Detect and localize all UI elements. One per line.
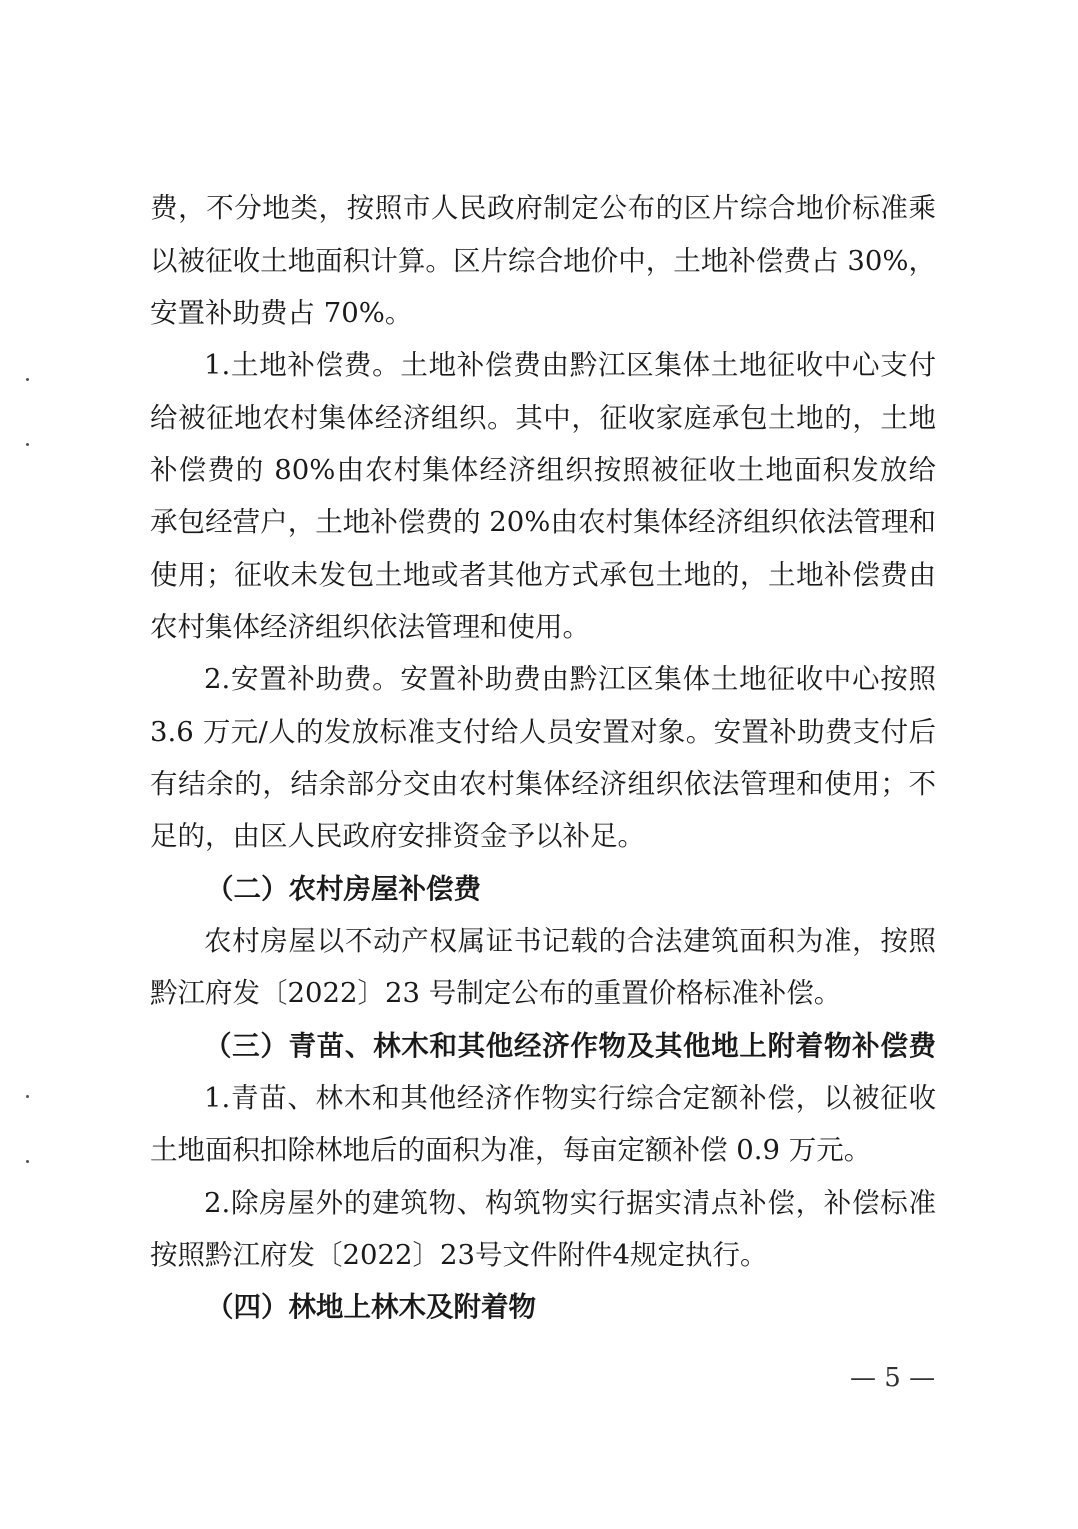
text-line-1: 费，不分地类，按照市人民政府制定公布的区片综合地价标准乘 [150,192,936,224]
heading-rural-housing-compensation: （二）农村房屋补偿费 [206,873,481,905]
scan-mark [26,1160,29,1163]
text-line-19: 土地面积扣除林地后的面积为准，每亩定额补偿 0.9 万元。 [150,1134,872,1166]
text-line-12: 有结余的，结余部分交由农村集体经济组织依法管理和使用；不 [150,768,936,800]
text-line-6: 补偿费的 80%由农村集体经济组织按照被征收土地面积发放给 [150,454,936,486]
text-line-20: 2.除房屋外的建筑物、构筑物实行据实清点补偿，补偿标准 [204,1187,936,1219]
text-line-13: 足的，由区人民政府安排资金予以补足。 [150,820,645,852]
heading-forest-land-trees: （四）林地上林木及附着物 [206,1291,536,1323]
text-line-2: 以被征收土地面积计算。区片综合地价中，土地补偿费占 30%， [150,245,936,277]
text-line-15: 农村房屋以不动产权属证书记载的合法建筑面积为准，按照 [204,925,936,957]
text-line-11: 3.6 万元/人的发放标准支付给人员安置对象。安置补助费支付后 [150,716,936,748]
section-land-compensation: 1.土地补偿费。土地补偿费由黔江区集体土地征收中心支付 [204,349,936,381]
text-line-3: 安置补助费占 70%。 [150,297,413,329]
scan-mark [26,1095,29,1098]
text-line-16: 黔江府发〔2022〕23 号制定公布的重置价格标准补偿。 [150,977,842,1009]
text-line-18: 1.青苗、林木和其他经济作物实行综合定额补偿，以被征收 [204,1082,936,1114]
text-line-9: 农村集体经济组织依法管理和使用。 [150,611,590,643]
page-number: — 5 — [850,1363,936,1393]
text-line-5: 给被征地农村集体经济组织。其中，征收家庭承包土地的，土地 [150,402,936,434]
text-line-8: 使用；征收未发包土地或者其他方式承包土地的，土地补偿费由 [150,559,936,591]
heading-crops-attachments-compensation: （三）青苗、林木和其他经济作物及其他地上附着物补偿费 [204,1030,936,1062]
text-line-7: 承包经营户，土地补偿费的 20%由农村集体经济组织依法管理和 [150,506,936,538]
section-resettlement-subsidy: 2.安置补助费。安置补助费由黔江区集体土地征收中心按照 [204,663,936,695]
scan-mark [26,378,29,381]
scan-mark [26,443,29,446]
text-line-21: 按照黔江府发〔2022〕23号文件附件4规定执行。 [150,1239,768,1271]
